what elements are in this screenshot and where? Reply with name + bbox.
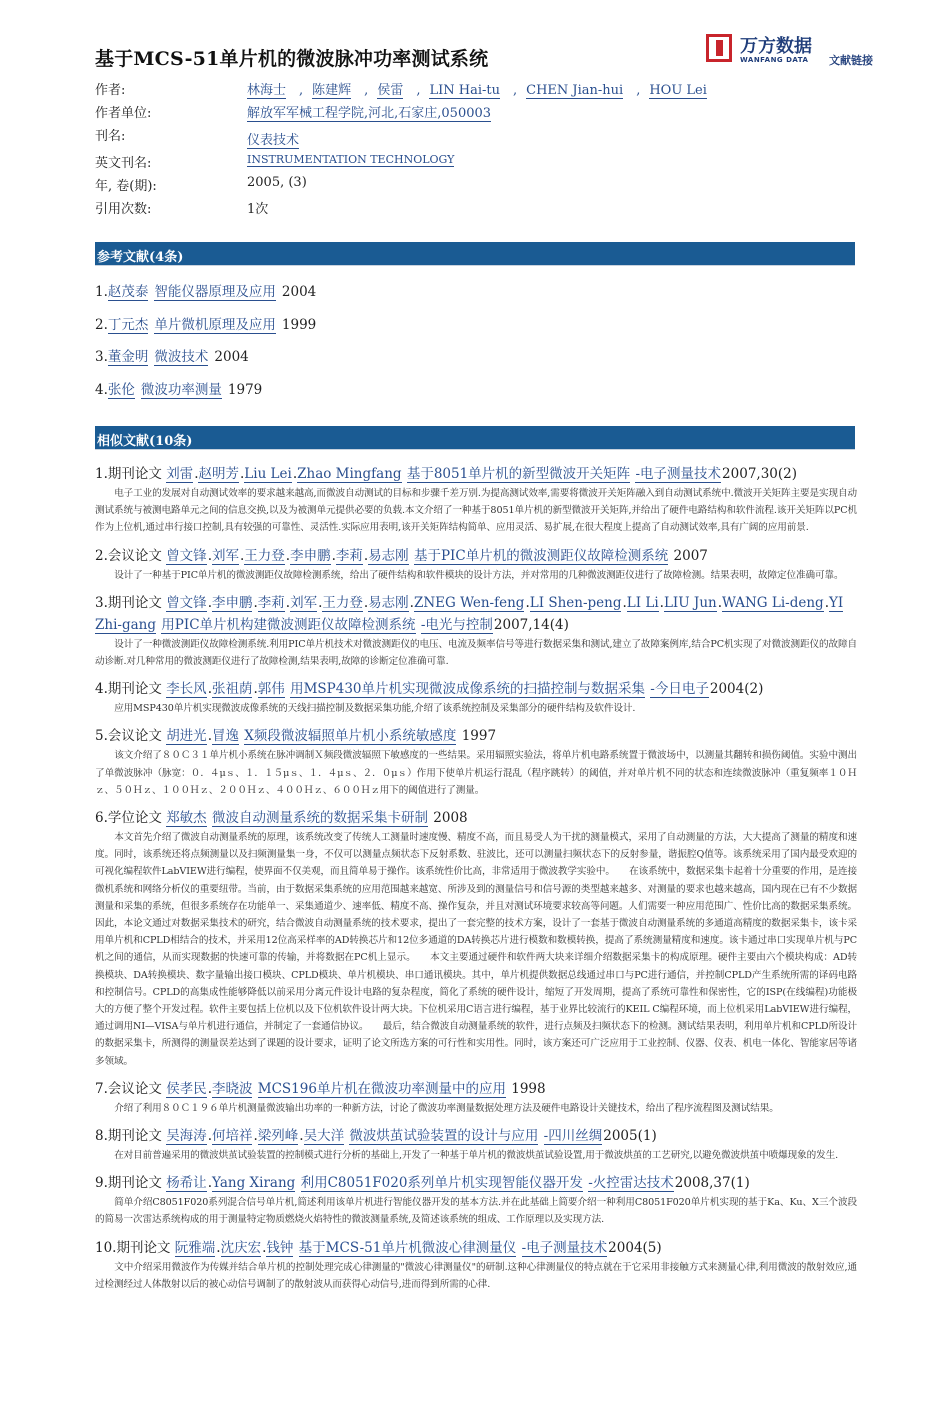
citation-label: 引用次数:	[95, 202, 152, 217]
reference-list	[95, 280, 855, 410]
similar-item-header: 2.会议论文 曾文锋.刘军.王力登.李申鹏.李莉.易志刚 基于PIC单片机的微波测距仪故障检测系统 2007	[95, 547, 708, 564]
reference-title-link[interactable]: 单片微机原理及应用	[154, 316, 276, 333]
similar-author-link[interactable]: 李申鹏	[211, 594, 253, 611]
references-header: 参考文献(4条)	[95, 242, 855, 265]
similar-author-link[interactable]: LI Shen-peng	[529, 594, 622, 611]
similar-author-link[interactable]: LIU Jun	[663, 594, 717, 611]
similar-type: 期刊论文	[116, 1239, 171, 1256]
similar-abstract: 简单介绍C8051F020系列混合信号单片机,简述利用该单片机进行智能仪器开发的基本方法.并在此基础上简要介绍一种利用C8051F020单片机实现的基于Ka、Ku、X三个波段的简易一次雷达系统构成的用于测量特定物质燃烧火焰特性的微波测量系统,及简述该系统的组成、工作原理以及实现方法.	[95, 1197, 857, 1226]
wanfang-logo-icon	[706, 34, 732, 62]
similar-type: 会议论文	[107, 1080, 162, 1097]
similar-number: 10.	[95, 1239, 117, 1256]
similar-title-link[interactable]: 基于MCS-51单片机微波心律测量仪	[298, 1239, 517, 1256]
similar-number: 8.	[95, 1128, 108, 1145]
similar-pub-info: 2008,37(1)	[674, 1175, 750, 1192]
similar-item-header: 1.期刊论文 刘雷.赵明芳.Liu Lei.Zhao Mingfang 基于8051单片机的新型微波开关矩阵 -电子测量技术2007,30(2)	[95, 466, 797, 482]
similar-author-link[interactable]: Zhao Mingfang	[297, 466, 402, 482]
similar-author-link[interactable]: 刘军	[211, 547, 239, 564]
divider	[95, 265, 855, 266]
similar-item	[95, 678, 857, 717]
reference-item	[95, 378, 855, 411]
citation-value: 1次	[247, 202, 269, 217]
similar-author-link[interactable]: 阮雅端	[174, 1239, 216, 1256]
similar-type: 期刊论文	[107, 681, 162, 698]
similar-number: 6.	[95, 810, 108, 827]
author-row	[95, 77, 855, 100]
similar-source-link[interactable]: -四川丝绸	[543, 1128, 603, 1145]
reference-title-link[interactable]: 微波技术	[154, 349, 209, 365]
similar-abstract: 电子工业的发展对自动测试效率的要求越来越高,而微波自动测试的目标和步骤千差万别.为提高测试效率,需要将微波开关矩阵融入到自动测试系统中.微波开关矩阵主要是实现自动测试系统与被测电路单元之间的信息交换,以及为被测单元提供必要的负载.本文介绍了一种基于8051单片机的新型微波开关矩阵,并给出了硬件电路结构和软件流程.该开关矩阵以PC机作为上位机,通过串行接口控制,具有较强的可靠性、灵活性.实际应用表明,该开关矩阵结构简单、应用灵活、易扩展,在很大程度上提高了自动测试效率,具有广阔的应用前景.	[95, 488, 858, 534]
year-label: 年, 卷(期):	[95, 179, 157, 194]
similar-number: 5.	[95, 728, 108, 745]
author-link[interactable]: 陈建辉	[312, 83, 352, 98]
similar-author-link[interactable]: 梁列峰	[257, 1128, 299, 1145]
similar-number: 3.	[95, 594, 108, 611]
similar-item	[95, 1172, 857, 1228]
page-title: 基于MCS-51单片机的微波脉冲功率测试系统	[95, 48, 489, 70]
similar-type: 学位论文	[107, 810, 162, 827]
similar-author-link[interactable]: 李莉	[335, 547, 363, 564]
similar-source-link[interactable]: -电子测量技术	[635, 466, 722, 482]
similar-abstract: 介绍了利用８０Ｃ１９６单片机测量微波输出功率的一种新方法，讨论了微波功率测量数据处理方法及硬件电路设计关键技术，给出了程序流程图及测试结果。	[114, 1102, 779, 1114]
similar-source-link[interactable]: -火控雷达技术	[588, 1175, 674, 1192]
author-link[interactable]: 侯雷	[377, 83, 404, 98]
similar-type: 会议论文	[107, 547, 162, 564]
citation-row	[95, 196, 855, 219]
similar-item-header: 4.期刊论文 李长风.张祖荫.郭伟 用MSP430单片机实现微波成像系统的扫描控制与数据采集 -今日电子2004(2)	[95, 681, 764, 698]
reference-author-link[interactable]: 赵茂泰	[107, 284, 149, 300]
year-row	[95, 173, 855, 196]
reference-year: 1999	[281, 316, 317, 333]
similar-list	[95, 463, 857, 1301]
reference-title-link[interactable]: 微波功率测量	[140, 381, 222, 398]
similar-author-link[interactable]: ZNEG Wen-feng	[413, 594, 525, 611]
similar-source-link[interactable]: -今日电子	[650, 681, 709, 698]
similar-title-link[interactable]: MCS196单片机在微波功率测量中的应用	[257, 1080, 506, 1097]
similar-author-link[interactable]: 刘雷	[166, 466, 194, 482]
reference-item	[95, 313, 855, 346]
literature-link[interactable]: 文献链接	[829, 54, 873, 67]
author-link[interactable]: CHEN Jian-hui	[526, 83, 624, 98]
affiliation-link[interactable]: 解放军军械工程学院,河北,石家庄,050003	[247, 106, 492, 121]
similar-pub-info: 2007,30(2)	[722, 466, 797, 482]
similar-number: 4.	[95, 681, 108, 698]
similar-item	[95, 1078, 857, 1117]
similar-item-header: 9.期刊论文 杨希让.Yang Xirang 利用C8051F020系列单片机实现智能仪器开发 -火控雷达技术2008,37(1)	[95, 1175, 750, 1192]
similar-title-link[interactable]: 基于8051单片机的新型微波开关矩阵	[406, 466, 631, 482]
en-journal-label: 英文刊名:	[95, 156, 152, 171]
similar-pub-info: 1998	[511, 1080, 546, 1097]
similar-item-header	[95, 807, 857, 829]
similar-author-link[interactable]: 曾文锋	[166, 547, 207, 564]
similar-item	[95, 1125, 857, 1164]
reference-year: 2004	[214, 349, 249, 365]
similar-author-link[interactable]: 王力登	[322, 594, 363, 611]
en-journal-link[interactable]: INSTRUMENTATION TECHNOLOGY	[247, 153, 455, 166]
reference-author-link[interactable]: 丁元杰	[107, 316, 149, 333]
similar-abstract: 本文首先介绍了微波自动测量系统的原理，该系统改变了传统人工测量时速度慢、精度不高，而且易受人为干扰的测量模式，采用了自动测量的方法，大大提高了测量的精度和速度。同时，该系统还将点频测量以及扫频测量集一身，不仅可以测量点频状态下反射系数、驻波比，还可以测量扫频状态下的反射参量，谐振腔Q值等。该系统采用了国内最受欢迎的可视化编程软件LabVIEW进行编程，使界面不仅美观，而且简单易于操作。该系统性价比高，非常适用于微波教学实验中。 在该系统中，数据采集卡起着十分重要的作用，是连接微机系统和网络分析仪的重要纽带。当前，由于数据采集系统的应用范围越来越宽、所涉及到的测量信号和信号源的类型越来越多、对测量的要求也越来越高，国内现在已有不少数据测量和采集的系统，但很多系统存在功能单一、采集通道少、速率低、精度不高、操作复杂，并且对测试环境要求较高等问题。人们需要一种应用范围广、性价比高的数据采集系统。因此，本论文通过对数据采集技术的研究，结合微波自动测量系统的技术要求，提出了一套完整的技术方案，设计了一套基于微波自动测量系统的多通道高精度的数据采集卡，该卡采用单片机和CPLD相结合的技术，并采用12位高采样率的AD转换芯片和12位多通道的DA转换芯片进行模数和数模转换，提高了系统测量精度和速度。该卡通过串口实现单片机与PC机之间的通信，从而实现数据的快速可靠的传输，并将数据在PC机上显示。 本文主要通过硬件和软件两大块来详细介绍数据采集卡的构成原理。硬件主要由六个模块构成：AD转换模块、DA转换模块、数字量输出接口模块、CPLD模块、单片机模块、串口通讯模块。其中，单片机提供数据总线通过串口与PC进行通信，并控制CPLD产生系统所需的译码电路和控制信号。CPLD的高集成性能够降低以前采用分离元件设计电路的复杂程度，简化了系统的硬件设计，缩短了开发周期，提高了系统可靠性和保密性，它的ISP(在线编程)功能极大的方便了整个开发过程。软件主要包括上位机以及下位机软件设计两大块。下位机采用C语言进行编程，基于业界比较流行的KEIL C编程环境，而上位机采用LabVIEW进行编程，通过调用NI—VISA与单片机进行通信，并制定了一套通信协议。 最后，结合微波自动测量系统的软件，进行点频及扫频状态下的检测。测试结果表明，利用单片机和CPLD所设计的数据采集卡，所测得的测量误差达到了课题的设计要求，证明了论文所选方案的可行性和实用性。同时，该方案还可广泛应用于工业控制、仪器、仪表、机电一体化、智能家居等诸多领域。	[95, 832, 857, 1067]
similar-item	[95, 463, 857, 537]
similar-author-link[interactable]: 李莉	[257, 594, 285, 611]
reference-author-link[interactable]: 张伦	[107, 381, 135, 398]
author-label: 作者:	[95, 83, 126, 98]
similar-type: 期刊论文	[107, 1128, 162, 1145]
similar-header: 相似文献(10条)	[95, 426, 855, 449]
journal-link[interactable]: 仪表技术	[247, 133, 300, 148]
similar-author-link[interactable]: 何培祥	[211, 1128, 253, 1145]
reference-title-link[interactable]: 智能仪器原理及应用	[154, 284, 276, 300]
similar-item-header: 10.期刊论文 阮雅端.沈庆宏.钱钟 基于MCS-51单片机微波心律测量仪 -电子测量技术2004(5)	[95, 1239, 662, 1256]
similar-item	[95, 592, 857, 670]
reference-year: 2004	[281, 284, 317, 300]
similar-item-header: 8.期刊论文 吴海涛.何培祥.梁列峰.吴大洋 微波烘茧试验装置的设计与应用 -四川丝绸2005(1)	[95, 1128, 657, 1145]
logo-name: 万方数据	[740, 36, 812, 57]
similar-number: 2.	[95, 547, 108, 564]
similar-title-link[interactable]: 微波烘茧试验装置的设计与应用	[349, 1128, 539, 1145]
similar-author-link[interactable]: 赵明芳	[198, 466, 239, 482]
journal-row	[95, 123, 855, 150]
affiliation-row	[95, 100, 855, 123]
similar-number: 1.	[95, 466, 108, 482]
reference-item	[95, 345, 855, 378]
similar-title-link[interactable]: 用MSP430单片机实现微波成像系统的扫描控制与数据采集	[290, 681, 645, 698]
year-value: 2005, (3)	[247, 175, 307, 190]
similar-pub-info: 1997	[461, 728, 497, 745]
similar-author-link[interactable]: 沈庆宏	[220, 1239, 262, 1256]
similar-author-link[interactable]: 冒逸	[211, 728, 239, 745]
similar-author-link[interactable]: 钱钟	[266, 1239, 294, 1256]
similar-pub-info: 2004(5)	[608, 1239, 662, 1256]
author-link[interactable]: LIN Hai-tu	[429, 83, 500, 98]
similar-item	[95, 807, 857, 1070]
similar-author-link[interactable]: 郭伟	[257, 681, 285, 698]
similar-author-link[interactable]: YI Zhi-gang	[95, 594, 844, 633]
logo-subtitle: WANFANG DATA	[740, 56, 809, 64]
similar-item	[95, 545, 857, 584]
similar-title-link[interactable]: 利用C8051F020系列单片机实现智能仪器开发	[300, 1175, 583, 1192]
similar-pub-info: 2007	[673, 547, 708, 564]
similar-title-link[interactable]: 微波自动测量系统的数据采集卡研制	[211, 810, 428, 827]
similar-author-link[interactable]: 杨希让	[166, 1175, 207, 1192]
similar-pub-info: 2007,14(4)	[493, 616, 569, 633]
similar-item	[95, 725, 857, 799]
reference-item	[95, 280, 855, 313]
similar-author-link[interactable]: 张祖荫	[211, 681, 253, 698]
similar-source-link[interactable]: -电光与控制	[420, 616, 493, 633]
similar-abstract: 该文介绍了８０Ｃ３１单片机小系统在脉冲调制Ｘ频段微波辐照下敏感度的一些结果。采用辐照实验法，将单片机电路系统置于微波场中，以测量其翻转和损伤阈值。实验中测出了单微波脉冲（脉宽：０．４μｓ、１．１５μｓ、１．４μｓ、２．０μｓ）作用下使单片机运行混乱（程序跳转）的阈值，并对单片机不同的状态和连续微波脉冲（重复频率１０Ｈｚ、５０Ｈｚ、１００Ｈｚ、２００Ｈｚ、４００Ｈｚ、６００Ｈｚ用下的阈值进行了测量。	[95, 750, 857, 796]
similar-author-link[interactable]: Yang Xirang	[211, 1175, 296, 1192]
similar-author-link[interactable]: 易志刚	[368, 547, 409, 564]
similar-author-link[interactable]: Liu Lei	[244, 466, 292, 482]
similar-type: 期刊论文	[107, 466, 162, 482]
similar-type: 期刊论文	[107, 1175, 162, 1192]
similar-abstract: 文中介绍采用微波作为传媒并结合单片机的控制处理完成心律测量的"微波心律测量仪"的研制.这种心律测量仪的特点就在于它采用非接触方式来测量心律,利用微波的散射效应,通过检测经过人体散射以后的被心动信号调制了的散射波从而获得心动信号,进而得到所需的心律.	[95, 1261, 857, 1290]
en-journal-row	[95, 150, 855, 173]
similar-author-link[interactable]: 侯孝民	[166, 1080, 207, 1097]
similar-author-link[interactable]: 易志刚	[368, 594, 409, 611]
similar-author-link[interactable]: 吴海涛	[166, 1128, 207, 1145]
wanfang-logo[interactable]	[706, 32, 886, 72]
metadata-table	[95, 77, 855, 219]
similar-author-link[interactable]: 王力登	[244, 547, 285, 564]
similar-abstract: 应用MSP430单片机实现微波成像系统的天线扫描控制及数据采集功能,介绍了该系统控制及采集部分的硬件结构及软件设计.	[114, 703, 636, 715]
similar-author-link[interactable]: 郑敏杰	[166, 810, 207, 827]
author-list: 林海士 , 陈建辉 , 侯雷 , LIN Hai-tu , CHEN Jian-hui , HOU Lei	[247, 83, 707, 98]
reference-number: 2.	[95, 316, 108, 333]
similar-abstract: 在对目前普遍采用的微波烘茧试验装置的控制模式进行分析的基础上,开发了一种基于单片机的微波烘茧试验设置,用于微波烘茧的工艺研究,以避免微波烘茧中喷爆现象的发生.	[114, 1150, 839, 1162]
similar-abstract: 设计了一种微波测距仪故障检测系统.利用PIC单片机技术对微波测距仪的电压、电流及频率信号等进行数据采集和测试,建立了故障案例库,结合PC机实现了对微波测距仪的故障自动诊断.对几种常用的微波测距仪进行了故障检测,结果表明,故障的诊断定位准确可靠.	[95, 638, 857, 668]
similar-abstract: 设计了一种基于PIC单片机的微波测距仪故障检测系统，给出了硬件结构和软件模块的设计方法，并对常用的几种微波测距仪进行了故障检测。结果表明，故障定位准确可靠。	[114, 569, 844, 581]
reference-number: 1.	[95, 284, 108, 300]
reference-year: 1979	[227, 381, 263, 398]
divider	[95, 449, 855, 450]
similar-number: 9.	[95, 1175, 108, 1192]
similar-item	[95, 1237, 857, 1293]
similar-title-link[interactable]: X频段微波辐照单片机小系统敏感度	[244, 728, 457, 745]
similar-author-link[interactable]: 李申鹏	[290, 547, 331, 564]
similar-pub-info: 2008	[433, 810, 468, 827]
reference-number: 3.	[95, 349, 108, 365]
author-link[interactable]: 林海士	[247, 83, 287, 98]
journal-label: 刊名:	[95, 129, 126, 144]
similar-title-link[interactable]: 用PIC单片机构建微波测距仪故障检测系统	[161, 616, 416, 633]
similar-pub-info: 2004(2)	[709, 681, 764, 698]
similar-type: 会议论文	[107, 728, 162, 745]
similar-item-header: 7.会议论文 侯孝民.李晓波 MCS196单片机在微波功率测量中的应用 1998	[95, 1080, 546, 1097]
reference-number: 4.	[95, 381, 108, 398]
author-link[interactable]: HOU Lei	[649, 83, 707, 98]
similar-type: 期刊论文	[107, 594, 162, 611]
similar-item-header: 3.期刊论文 曾文锋.李申鹏.李莉.刘军.王力登.易志刚.ZNEG Wen-feng.LI Shen-peng.LI Li.LIU Jun.WANG Li-deng.YI Zhi-gang 用PIC单片机构建微波测距仪故障检测系统 -电光与控制2007,14(4)	[95, 594, 844, 633]
similar-author-link[interactable]: 吴大洋	[303, 1128, 345, 1145]
similar-number: 7.	[95, 1080, 108, 1097]
similar-author-link[interactable]: WANG Li-deng	[722, 594, 824, 611]
similar-author-link[interactable]: 曾文锋	[166, 594, 207, 611]
similar-author-link[interactable]: 李长风	[166, 681, 207, 698]
similar-author-link[interactable]: 李晓波	[211, 1080, 253, 1097]
similar-title-link[interactable]: 基于PIC单片机的微波测距仪故障检测系统	[413, 547, 669, 564]
affiliation-label: 作者单位:	[95, 106, 152, 121]
similar-author-link[interactable]: 刘军	[290, 594, 318, 611]
similar-author-link[interactable]: LI Li	[626, 594, 659, 611]
similar-item-header: 5.会议论文 胡进光.冒逸 X频段微波辐照单片机小系统敏感度 1997	[95, 728, 497, 745]
reference-author-link[interactable]: 董金明	[107, 349, 149, 365]
similar-author-link[interactable]: 胡进光	[166, 728, 207, 745]
similar-source-link[interactable]: -电子测量技术	[521, 1239, 608, 1256]
similar-pub-info: 2005(1)	[603, 1128, 657, 1145]
